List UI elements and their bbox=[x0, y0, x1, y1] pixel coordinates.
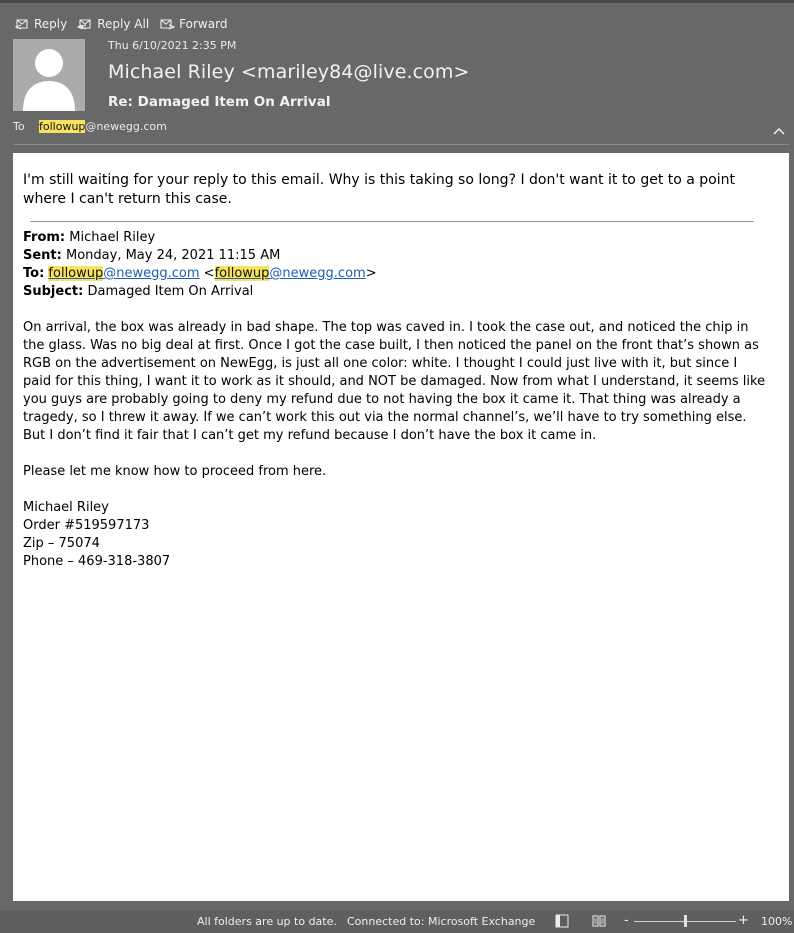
reply-all-label: Reply All bbox=[97, 17, 150, 31]
quoted-to: To: followup@newegg.com <followup@newegg.com> bbox=[23, 266, 377, 281]
message-toolbar bbox=[14, 14, 227, 34]
recipient-row bbox=[13, 120, 167, 133]
window-top-border bbox=[0, 0, 794, 3]
zoom-slider-thumb[interactable] bbox=[684, 915, 687, 927]
person-icon bbox=[13, 39, 85, 111]
sender-name[interactable]: Michael Riley <mariley84@live.com> bbox=[108, 61, 470, 83]
received-date: Thu 6/10/2021 2:35 PM bbox=[108, 39, 237, 52]
to-label: To bbox=[13, 120, 25, 133]
recipient-link[interactable]: followup@newegg.com bbox=[48, 266, 200, 281]
quoted-subject: Subject: Damaged Item On Arrival bbox=[23, 284, 254, 299]
signature-line: Order #519597173 bbox=[23, 518, 150, 533]
connection-status: Connected to: Microsoft Exchange bbox=[347, 915, 536, 928]
signature-line: Zip – 75074 bbox=[23, 536, 100, 551]
quoted-header bbox=[23, 229, 779, 301]
collapse-header-icon[interactable] bbox=[772, 124, 786, 138]
forward-icon bbox=[159, 16, 175, 32]
reply-text: I'm still waiting for your reply to this email. Why is this taking so long? I don't want it to get to a point where I can't return this case. bbox=[23, 172, 735, 207]
message-closing: Please let me know how to proceed from here. bbox=[23, 464, 327, 479]
reply-label: Reply bbox=[34, 17, 68, 31]
reply-all-button[interactable] bbox=[77, 16, 149, 32]
recipient-domain: @newegg.com bbox=[85, 120, 167, 133]
sender-avatar bbox=[13, 39, 85, 111]
search-highlight: followup bbox=[39, 120, 86, 133]
message-subject: Re: Damaged Item On Arrival bbox=[108, 94, 331, 110]
recipient-link-bracketed[interactable]: followup@newegg.com bbox=[214, 266, 366, 281]
signature-line: Michael Riley bbox=[23, 500, 109, 515]
signature-line: Phone – 469-318-3807 bbox=[23, 554, 171, 569]
zoom-out-button[interactable]: - bbox=[624, 913, 629, 928]
reply-button[interactable] bbox=[14, 16, 67, 32]
reply-all-icon bbox=[77, 16, 93, 32]
reply-icon bbox=[14, 16, 30, 32]
recipient-address[interactable] bbox=[39, 120, 167, 133]
reading-pane[interactable] bbox=[13, 153, 789, 901]
forward-button[interactable] bbox=[159, 16, 227, 32]
status-bar bbox=[0, 910, 794, 933]
quoted-from: From: Michael Riley bbox=[23, 230, 156, 245]
zoom-in-button[interactable]: + bbox=[738, 913, 749, 928]
sync-status: All folders are up to date. bbox=[197, 915, 337, 928]
reading-view-icon[interactable] bbox=[592, 914, 606, 928]
normal-view-icon[interactable] bbox=[555, 914, 569, 928]
signature bbox=[23, 499, 779, 571]
message-body: On arrival, the box was already in bad shape. The top was caved in. I took the case out, and noticed the chip in the glass. Was no big deal at first. Once I got the case built, I then noticed the panel on the front that’s shown as RGB on the advertisement on NewEgg, is just all one color: white. I thought I could just live with it, but since I paid for this thing, I want it to work as it should, and NOT be damaged. Now from what I understand, it seems like you guys are probably going to deny my refund due to not having the box it came it. That thing was already a tragedy, so I threw it away. If we can’t work this out via the normal channel’s, we’ll have to try something else. But I don’t find it fair that I can’t get my refund because I don’t have the box it came in. bbox=[23, 320, 766, 443]
quoted-sent: Sent: Monday, May 24, 2021 11:15 AM bbox=[23, 248, 281, 263]
quote-divider bbox=[30, 221, 754, 222]
forward-label: Forward bbox=[179, 17, 228, 31]
zoom-level[interactable]: 100% bbox=[761, 915, 793, 928]
header-divider bbox=[13, 144, 789, 145]
